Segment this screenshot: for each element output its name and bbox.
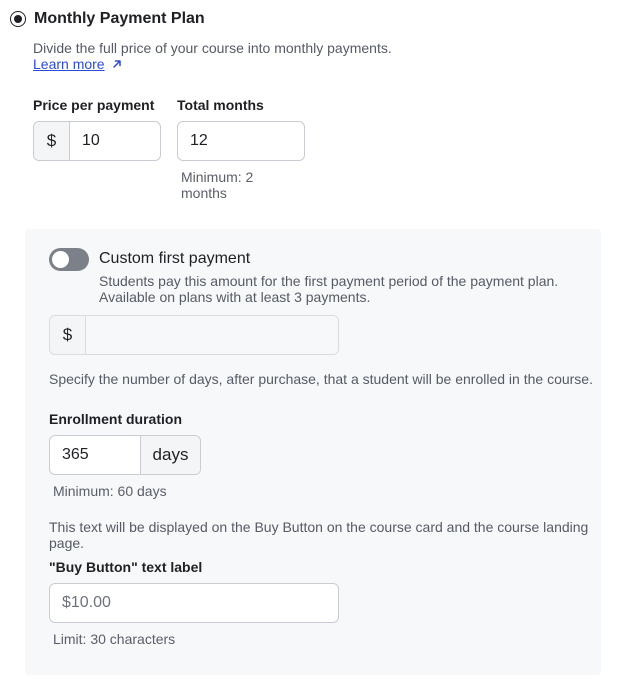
custom-first-payment-title: Custom first payment	[99, 250, 251, 267]
enrollment-label: Enrollment duration	[49, 411, 182, 427]
custom-payment-input-group	[49, 315, 339, 355]
plan-header[interactable]	[10, 10, 205, 28]
enrollment-input[interactable]: 365	[62, 446, 89, 463]
months-hint-line2: months	[181, 185, 227, 201]
toggle-knob	[52, 251, 69, 268]
radio-dot	[14, 15, 22, 23]
custom-payment-currency-addon: $	[50, 316, 86, 354]
price-label: Price per payment	[33, 97, 155, 113]
custom-payment-input[interactable]	[86, 316, 338, 354]
price-currency-addon: $	[34, 122, 70, 160]
price-input-group	[33, 121, 161, 161]
buy-button-label: "Buy Button" text label	[49, 559, 203, 575]
enrollment-input-group	[49, 435, 201, 475]
plan-title: Monthly Payment Plan	[34, 10, 205, 27]
buy-button-input-group	[49, 583, 339, 623]
learn-more-label: Learn more	[33, 56, 105, 72]
plan-radio[interactable]	[10, 11, 26, 27]
months-hint	[181, 169, 253, 201]
plan-description: Divide the full price of your course into monthly payments.	[33, 40, 392, 56]
enrollment-unit-addon: days	[140, 436, 200, 474]
learn-more-link[interactable]	[33, 56, 123, 72]
buy-button-hint: Limit: 30 characters	[53, 631, 176, 647]
enrollment-description: Specify the number of days, after purchase, that a student will be enrolled in the course.	[49, 371, 593, 387]
price-input[interactable]: 10	[82, 132, 100, 149]
custom-first-payment-toggle[interactable]	[49, 248, 89, 271]
enrollment-hint: Minimum: 60 days	[53, 483, 167, 499]
months-label: Total months	[177, 97, 264, 113]
months-input[interactable]: 12	[190, 132, 208, 149]
buy-button-description: This text will be displayed on the Buy Button on the course card and the course landing page.	[49, 519, 589, 551]
custom-first-payment-description: Students pay this amount for the first payment period of the payment plan. Available on plans with at least 3 payments.	[99, 273, 559, 305]
months-hint-line1: Minimum: 2	[181, 169, 254, 185]
external-link-icon	[111, 58, 123, 70]
buy-button-input[interactable]: $10.00	[62, 594, 111, 611]
months-input-group	[177, 121, 305, 161]
